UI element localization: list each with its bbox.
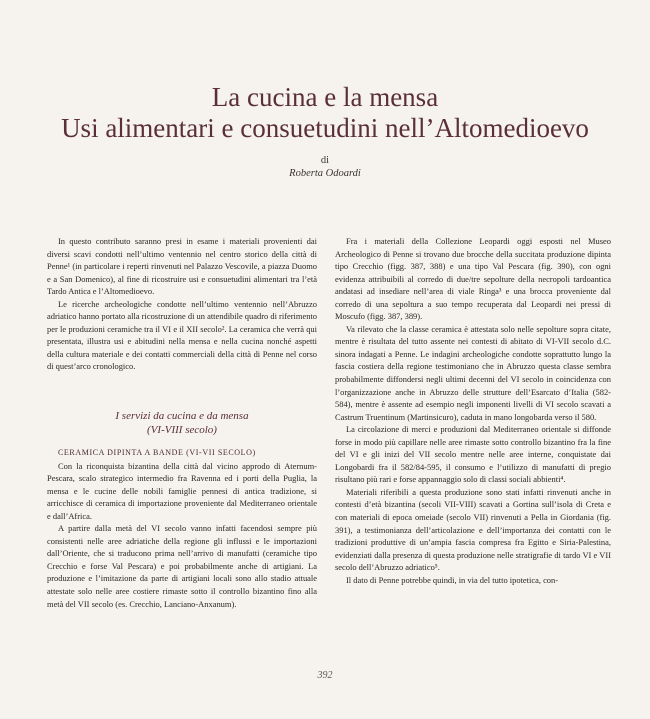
paragraph: Con la riconquista bizantina della città dal vicino approdo di Aternum-Pescara, scalo strategico intermedio fra Ravenna ed i porti della Puglia, la mensa e le cucine delle nobili famiglie pennesi di antica tradizione, si arricchisce di ceramica di importazione proveniente dal Mediterraneo orientale e dall’Africa.: [47, 460, 317, 521]
section-title-line-1: I servizi da cucina e da mensa: [115, 410, 249, 423]
paragraph: A partire dalla metà del VI secolo vanno infatti facendosi sempre più consistenti nelle aree adriatiche della regione gli influssi e le importazioni dall’Oriente, che si traducono prima nell’arrivo di manufatti (ceramiche tipo Crecchio e forse Val Pescara) e poi probabilmente anche di artigiani. La produzione e l’imitazione da parte di artigiani locali sono allo stadio attuale attestate solo nelle aree costiere rimaste sotto il controllo bizantino fino alla metà del VII secolo (es. Crecchio, Lanciano-Anxanum).: [47, 523, 317, 609]
paragraph: Materiali riferibili a questa produzione sono stati infatti rinvenuti anche in contesti d’età bizantina (secoli VII-VIII) scavati a Gortina sull’isola di Creta e con materiali di epoca omeiade (secolo VII) rinvenuti a Pella in Giordania (fig. 391), a testimonianza dell’articolazione e dell’importanza dei contatti con le tradizioni produttive di un’ampia fascia compresa fra Egitto e Siria-Palestina, evidenziati dalla presenza di questa produzione nelle stratigrafie di tardo VI e VII secolo dell’Abruzzo adriatico⁵.: [335, 486, 611, 573]
subsection-heading: CERAMICA DIPINTA A BANDE (VI-VII SECOLO): [58, 448, 256, 458]
paragraph: Va rilevato che la classe ceramica è attestata solo nelle sepolture sopra citate, mentre è risultata del tutto assente nei contesti di abitato di VI-VII secolo d.C. sinora indagati a Penne. Le indagini archeologiche condotte soprattutto lungo la fascia costiera della regione testimoniano che in Abruzzo questa classe sembra probabilmente diffondersi negli ultimi decenni del VI secolo in coincidenza con l’organizzazione anche in Abruzzo delle strutture dell’Esarcato d’Italia (582-584), mentre è assente ad esempio negli imponenti livelli di VI secolo scavati a Castrum Truentinum (Martinsicuro), caduta in mano longobarda verso il 580.: [335, 323, 611, 422]
byline-di: di: [320, 155, 330, 166]
paragraph: Le ricerche archeologiche condotte nell’ultimo ventennio nell’Abruzzo adriatico hanno portato alla ricostruzione di un attendibile quadro di riferimento per le produzioni ceramiche tra il VI e il XII secolo². La ceramica che verrà qui presentata, illustra usi e abitudini nella mensa e nella cucina nonché aspetti della cultura materiale e dei contatti commerciali della città di Penne nel corso di quest’arco cronologico.: [47, 298, 317, 372]
paragraph: In questo contributo saranno presi in esame i materiali provenienti dai diversi scavi condotti nell’ultimo ventennio nel centro storico della città di Penne¹ (in particolare i reperti rinvenuti nel Palazzo Vescovile, a piazza Duomo e a San Domenico), al fine di ricostruire usi e consuetudini alimentari tra l’età Tardo Antica e l’Altomedioevo.: [47, 236, 317, 297]
byline: [0, 154, 650, 180]
left-column: [47, 235, 317, 610]
paragraph: Il dato di Penne potrebbe quindi, in via del tutto ipotetica, con-: [346, 574, 559, 585]
page-number: 392: [317, 670, 333, 681]
right-column: [335, 235, 611, 586]
chapter-title: [0, 82, 650, 144]
paragraph: La circolazione di merci e produzioni dal Mediterraneo orientale si diffonde forse in modo più capillare nelle aree rimaste sotto controllo bizantino fra la fine del VI e gli inizi del VII secolo mentre nelle aree interne, conquistate dai Longobardi fra il 582/84-595, il consumo e l’utilizzo di manufatti di pregio risultano più rari e forse appannaggio solo di classi sociali abbienti⁴.: [335, 424, 611, 485]
paragraph: Fra i materiali della Collezione Leopardi oggi esposti nel Museo Archeologico di Penne si trovano due brocche della succitata produzione dipinta tipo Crecchio (figg. 387, 388) e una tipo Val Pescara (fig. 390), con ogni evidenza attribuibili al corredo di due/tre sepolture della necropoli tardoantica andatasi ad insediare nell’area di viale Ringa³ e una brocca proveniente dal corredo di una sepoltura a suo tempo recuperata dal Leopardi nei pressi di Moscufo (figg. 387, 389).: [335, 236, 611, 322]
section-title-line-2: (VI-VIII secolo): [147, 424, 217, 437]
author-name: Roberta Odoardi: [289, 168, 361, 179]
title-line-1: La cucina e la mensa: [211, 82, 439, 112]
section-title: [47, 409, 317, 437]
title-line-2: Usi alimentari e consuetudini nell’Altomedioevo: [61, 113, 589, 143]
